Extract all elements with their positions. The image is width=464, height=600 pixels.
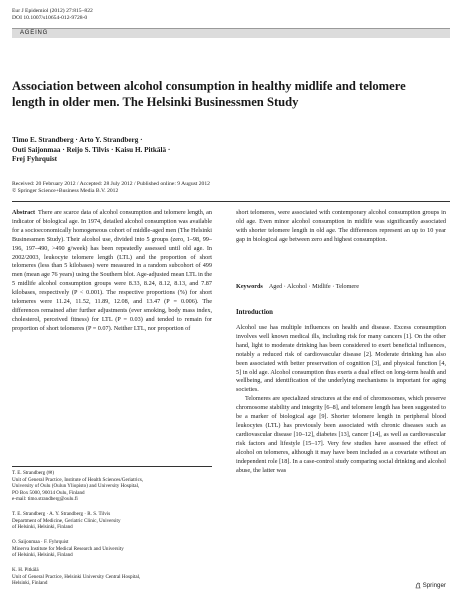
affiliation-line: PO Box 5000, 90014 Oulu, Finland	[12, 489, 85, 496]
affiliation-line: of Helsinki, Helsinki, Finland	[12, 552, 73, 559]
publication-dates	[12, 181, 210, 195]
author-line: Frej Fyhrquist	[12, 155, 58, 164]
header-divider	[12, 201, 450, 202]
affiliation-block	[12, 511, 212, 531]
affiliation-block	[12, 470, 212, 503]
journal-header	[12, 8, 93, 22]
author-list	[12, 136, 342, 165]
copyright: © Springer Science+Business Media B.V. 2012	[12, 188, 119, 195]
affiliation-line: K. H. Pitkälä	[12, 567, 39, 573]
doi: DOI 10.1007/s10654-012-9728-0	[12, 15, 88, 22]
abstract-left	[12, 209, 212, 334]
affiliation-line: Department of Medicine, Geriatric Clinic, University	[12, 517, 121, 524]
introduction-body	[236, 324, 446, 475]
email-link[interactable]: e-mail: timo.strandberg@oulu.fi	[12, 496, 78, 503]
abstract-label: Abstract	[12, 209, 36, 216]
abstract-text: There are scarce data of alcohol consumption and telomere length, an indicator of biological age. In 1974, detailed alcohol consumption was available for a socioeconomically homogeneous cohort of middle-aged men (The Helsinki Businessmen Study). Their alcohol use, divided into 5 groups (zero, 1–98, 99–196, 197–490, >490 g/week) has been repeatedly assessed until old age. In 2002/2003, leukocyte telomere length (LTL) and the proportion of short telomeres (less than 5 kilobases) were measured in a random subcohort of 499 men (mean age 76 years) using the Southern blot. Age-adjusted mean LTL in the 5 midlife alcohol consumption groups were 8.33, 8.24, 8.12, 8.13, and 7.87 kilobases, respectively (P < 0.001). The respective proportions (%) for short telomeres were 11.24, 11.52, 11.89, 12.08, and 13.47 (P = 0.006). The differences remained after further adjustments (ever smoking, body mass index, cholesterol, perceived fitness) for LTL (P = 0.03) and tended to remain for proportion of short telomeres (P = 0.07). Neither LTL, nor proportion of	[12, 209, 212, 332]
affiliation-line: Unit of General Practice, Helsinki University Central Hospital,	[12, 573, 141, 580]
keywords	[236, 283, 359, 290]
affiliation-line: of Helsinki, Helsinki, Finland	[12, 524, 73, 531]
keywords-list: Aged · Alcohol · Midlife · Telomere	[268, 283, 359, 290]
abstract-right	[236, 209, 446, 245]
affiliation-line: University of Oulu (Oulun Yliopisto) and University Hospital,	[12, 483, 140, 490]
article-title: Association between alcohol consumption in healthy midlife and telomere length in older men. The Helsinki Businessmen Study	[12, 79, 406, 109]
publisher-logo	[415, 582, 446, 589]
affiliation-divider	[12, 466, 212, 467]
author-line: Timo E. Strandberg · Arto Y. Strandberg ·	[12, 136, 143, 144]
author-line: Outi Saijonmaa · Reijo S. Tilvis · Kaisu H. Pitkälä ·	[12, 145, 171, 154]
affiliation-line: Minerva Institute for Medical Research and University	[12, 545, 124, 552]
journal-citation: Eur J Epidemiol (2012) 27:815–822	[12, 8, 93, 14]
publisher-name: Springer	[422, 582, 446, 589]
affiliation-line: Helsinki, Finland	[12, 580, 48, 587]
section-label: AGEING	[20, 30, 49, 36]
introduction-heading: Introduction	[236, 309, 273, 316]
affiliation-line: T. E. Strandberg · A. Y. Strandberg · R. S. Tilvis	[12, 511, 111, 517]
intro-paragraph: Telomeres are specialized structures at the end of chromosomes, which preserve chromosome stability and integrity [6–8], and telomere length has been suggested to be a marker of biological age [9]. Shorter telomere length in peripheral blood leukocytes (LTL) has previously been associated with chronic diseases such as cardiovascular disease [10–12], diabetes [13], cancer [14], as well as cardiovascular risk factors and lifestyle [15–17]. Very few studies have assessed the effect of alcohol on telomeres, although it may have been included as a covariate without an independent role [18]. In a case-control study comparing social drinking and alcohol abuse, the latter was	[236, 395, 446, 474]
intro-paragraph: Alcohol use has multiple influences on health and disease. Excess consumption involves well known medical ills, including risk for many cancers [1]. On the other hand, light to moderate drinking has been considered to exert beneficial influences, notably a reduced risk of cardiovascular disease [2]. Moderate drinking has also been associated with better preservation of cognition [3], and physical function [4, 5] in old age. Alcohol consumption thus exerts a dual effect on long-term health and wellbeing, and identification of the underlying mechanisms is important for aging societies.	[236, 324, 446, 394]
springer-horse-icon	[415, 582, 421, 589]
affiliation-block	[12, 567, 212, 587]
abstract-continuation: short telomeres, were associated with contemporary alcohol consumption groups in old age. Even minor alcohol consumption in midlife was significantly associated with shorter telomere length in old age. The differences represent an up to 10 year gap in biological age between zero and highest consumption.	[236, 209, 446, 243]
affiliation-line: Unit of General Practice, Institute of Health Sciences/Geriatrics,	[12, 476, 144, 483]
affiliation-block	[12, 539, 212, 559]
affiliation-line: T. E. Strandberg (✉)	[12, 470, 55, 476]
affiliation-line: O. Saijonmaa · F. Fyhrquist	[12, 539, 69, 545]
keywords-label: Keywords	[236, 283, 263, 290]
section-bar	[12, 28, 450, 38]
dates: Received: 20 February 2012 / Accepted: 28 July 2012 / Published online: 9 August 2012	[12, 181, 210, 187]
